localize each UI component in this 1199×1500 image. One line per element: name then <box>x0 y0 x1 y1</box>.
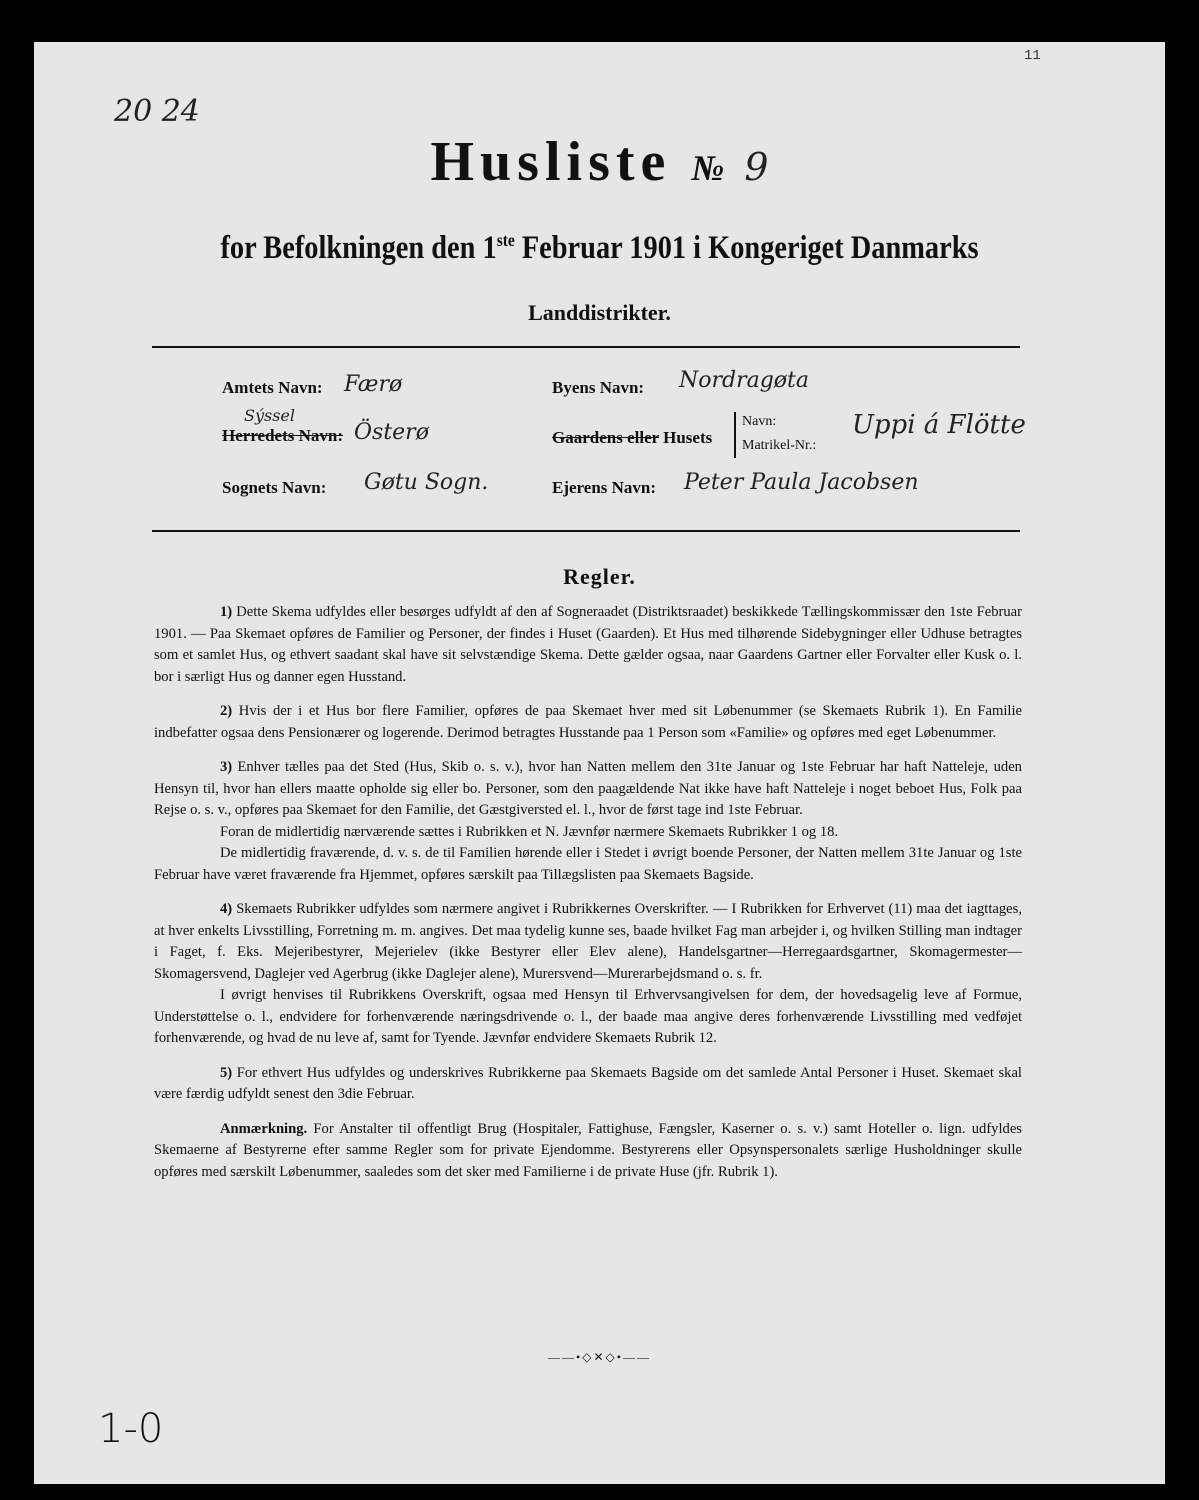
ejer-value: Peter Paula Jacobsen <box>684 470 919 495</box>
rule-number: 1) <box>220 604 233 620</box>
rule-3 <box>154 757 1022 822</box>
rule-text: For ethvert Hus udfyldes og underskrives Rubrikkerne paa Skemaets Bagside om det samlede Antal Personer i Huset. Skemaet skal være færdig udfyldt senest den 3die Februar. <box>154 1064 1022 1102</box>
matrikel-sublabel: Matrikel-Nr.: <box>742 438 817 453</box>
by-value: Nordragøta <box>679 368 810 393</box>
sogn-value: Gøtu Sogn. <box>364 470 489 495</box>
top-divider <box>152 346 1020 348</box>
subtitle-post: Februar 1901 i Kongeriget Danmarks <box>514 230 979 266</box>
bottom-divider <box>152 530 1020 532</box>
rule-number: 4) <box>220 901 233 917</box>
annotation-label: Anmærkning. <box>220 1120 308 1137</box>
rule-text: Foran de midlertidig nærværende sættes i Rubrikken et N. Jævnfør nærmere Skemaets Rubrikker 1 og 18. <box>220 823 839 840</box>
number-label: № <box>691 148 725 188</box>
rule-text: I øvrigt henvises til Rubrikkens Overskrift, ogsaa med Hensyn til Erhvervsangivelsen for dem, der hovedsagelig leve af Formue, Understøttelse o. l., endvidere for forhenværende næringsdrivende o. l., der baade maa angive deres forhenværende Livsstilling med vedføjet forhenværende, og hvad de nu leve af, samt for Tyende. Jævnfør endvidere Skemaets Rubrik 12. <box>154 987 1022 1046</box>
gaard-struck-label: Gaardens eller <box>552 428 659 447</box>
rules-heading: Regler. <box>563 564 636 589</box>
amt-label: Amtets Navn: <box>222 378 323 397</box>
rule-3-cont-a <box>154 822 1022 844</box>
rule-3-cont-b <box>154 843 1022 886</box>
hus-label: Husets <box>663 428 713 447</box>
herred-label: Herredets Navn: <box>222 426 344 445</box>
bracket <box>734 412 736 458</box>
rule-4 <box>154 899 1022 985</box>
herred-value: Österø <box>354 420 429 445</box>
husets-label <box>552 428 712 448</box>
subtitle-sup: ste <box>496 230 515 250</box>
rule-text: Enhver tælles paa det Sted (Hus, Skib o. s. v.), hvor han Natten mellem den 31te Januar og 1ste Februar har haft Natteleje, uden Hensyn til, hvor han ellers maatte opholde sig eller bo. Personer, som den paagældende Nat ikke have haft Natteleje i noget beboet Hus, Folk paa Rejse o. s. v., opføres paa Skemaet for den Familie, det Gæstgiversted el. l., hvor de først tage ind 1ste Februar. <box>154 759 1022 818</box>
rule-4-cont <box>154 985 1022 1050</box>
by-label: Byens Navn: <box>552 378 645 397</box>
rule-text: De midlertidig fraværende, d. v. s. de til Familien hørende eller i Stedet i øvrigt boende Personer, der Natten mellem 31te Januar og 1ste Februar have været fraværende fra Hjemmet, opføres særskilt paa Tillægslisten paa Skemaets Bagside. <box>154 845 1022 883</box>
rule-number: 3) <box>220 759 233 775</box>
sogn-label: Sognets Navn: <box>222 478 327 497</box>
form-title <box>34 130 1165 194</box>
rule-text: Hvis der i et Hus bor flere Familier, opføres de paa Skemaet hver med sit Løbenummer (se Skemaets Rubrik 1). En Familie indbefatter ogsaa dens Pensionærer og logerende. Derimod betragtes Husstande paa 1 Person som «Familie» og opføres med eget Løbenummer. <box>154 703 1022 741</box>
amt-value: Færø <box>344 372 403 397</box>
navn-sublabel: Navn: <box>742 414 777 429</box>
annotation <box>154 1119 1022 1184</box>
closing-ornament: ——•◇✕◇•—— <box>548 1350 651 1364</box>
subtitle-pre: for Befolkningen den 1 <box>220 230 497 266</box>
rule-number: 2) <box>220 703 233 719</box>
district-type: Landdistrikter. <box>528 300 671 325</box>
annotation-text: For Anstalter til offentligt Brug (Hospitaler, Fattighuse, Fængsler, Kaserner o. s. v.) samt Hoteller o. lign. udfyldes Skemaerne af Bestyrerne efter samme Regler som for private Ejendomme. Bestyrerens eller Opsynspersonalets særlige Husholdninger skulle opføres med særskilt Løbenummer, saaledes som det sker med Familierne i de private Huse (jfr. Rubrik 1). <box>154 1120 1022 1180</box>
form-subtitle <box>113 230 1086 267</box>
rule-1 <box>154 602 1022 688</box>
title-text: Husliste <box>430 131 672 193</box>
bottom-note: 1-0 <box>98 1406 164 1452</box>
herred-correction: Sýssel <box>244 406 296 425</box>
margin-mark-top-right: 11 <box>1024 48 1041 64</box>
rule-2 <box>154 701 1022 744</box>
house-number: 9 <box>744 145 769 189</box>
rules-section <box>154 602 1022 1196</box>
ejer-label: Ejerens Navn: <box>552 478 657 497</box>
rule-number: 5) <box>220 1064 233 1081</box>
rule-text: Dette Skema udfyldes eller besørges udfyldt af den af Sogneraadet (Distriktsraadet) beskikkede Tællingskommissær den 1ste Februar 1901. — Paa Skemaet opføres de Familier og Personer, der findes i Huset (Gaarden). Et Hus med tilhørende Sidebygninger eller Udhuse betragtes som et samlet Hus, og ethvert saadant skal have sit selvstændige Skema. Dette gælder ogsaa, naar Gaardens Gartner eller Forvalter eller Kusk o. l. bor i særligt Hus og danner egen Husstand. <box>154 604 1022 685</box>
margin-mark-top-left: 20 24 <box>114 94 200 129</box>
hus-value: Uppi á Flötte <box>852 410 1026 440</box>
census-form-page <box>34 42 1165 1484</box>
rule-text: Skemaets Rubrikker udfyldes som nærmere angivet i Rubrikkernes Overskrifter. — I Rubrikken for Erhvervet (11) maa det iagttages, at hver enkelts Livsstilling, Forretning m. m. angives. Det maa tydelig kunne ses, baade hvilket Fag man arbejder i, og hvilken Stilling man indtager i Faget, f. Eks. Mejeribestyrer, Mejerielev (ikke Bestyrer eller Elev alene), Handelsgartner—Herregaardsgartner, Skomagermester—Skomagersvend, Daglejer ved Agerbrug (ikke Daglejer alene), Murersvend—Murerarbejdsmand o. s. fr. <box>154 901 1022 982</box>
rule-5 <box>154 1063 1022 1106</box>
